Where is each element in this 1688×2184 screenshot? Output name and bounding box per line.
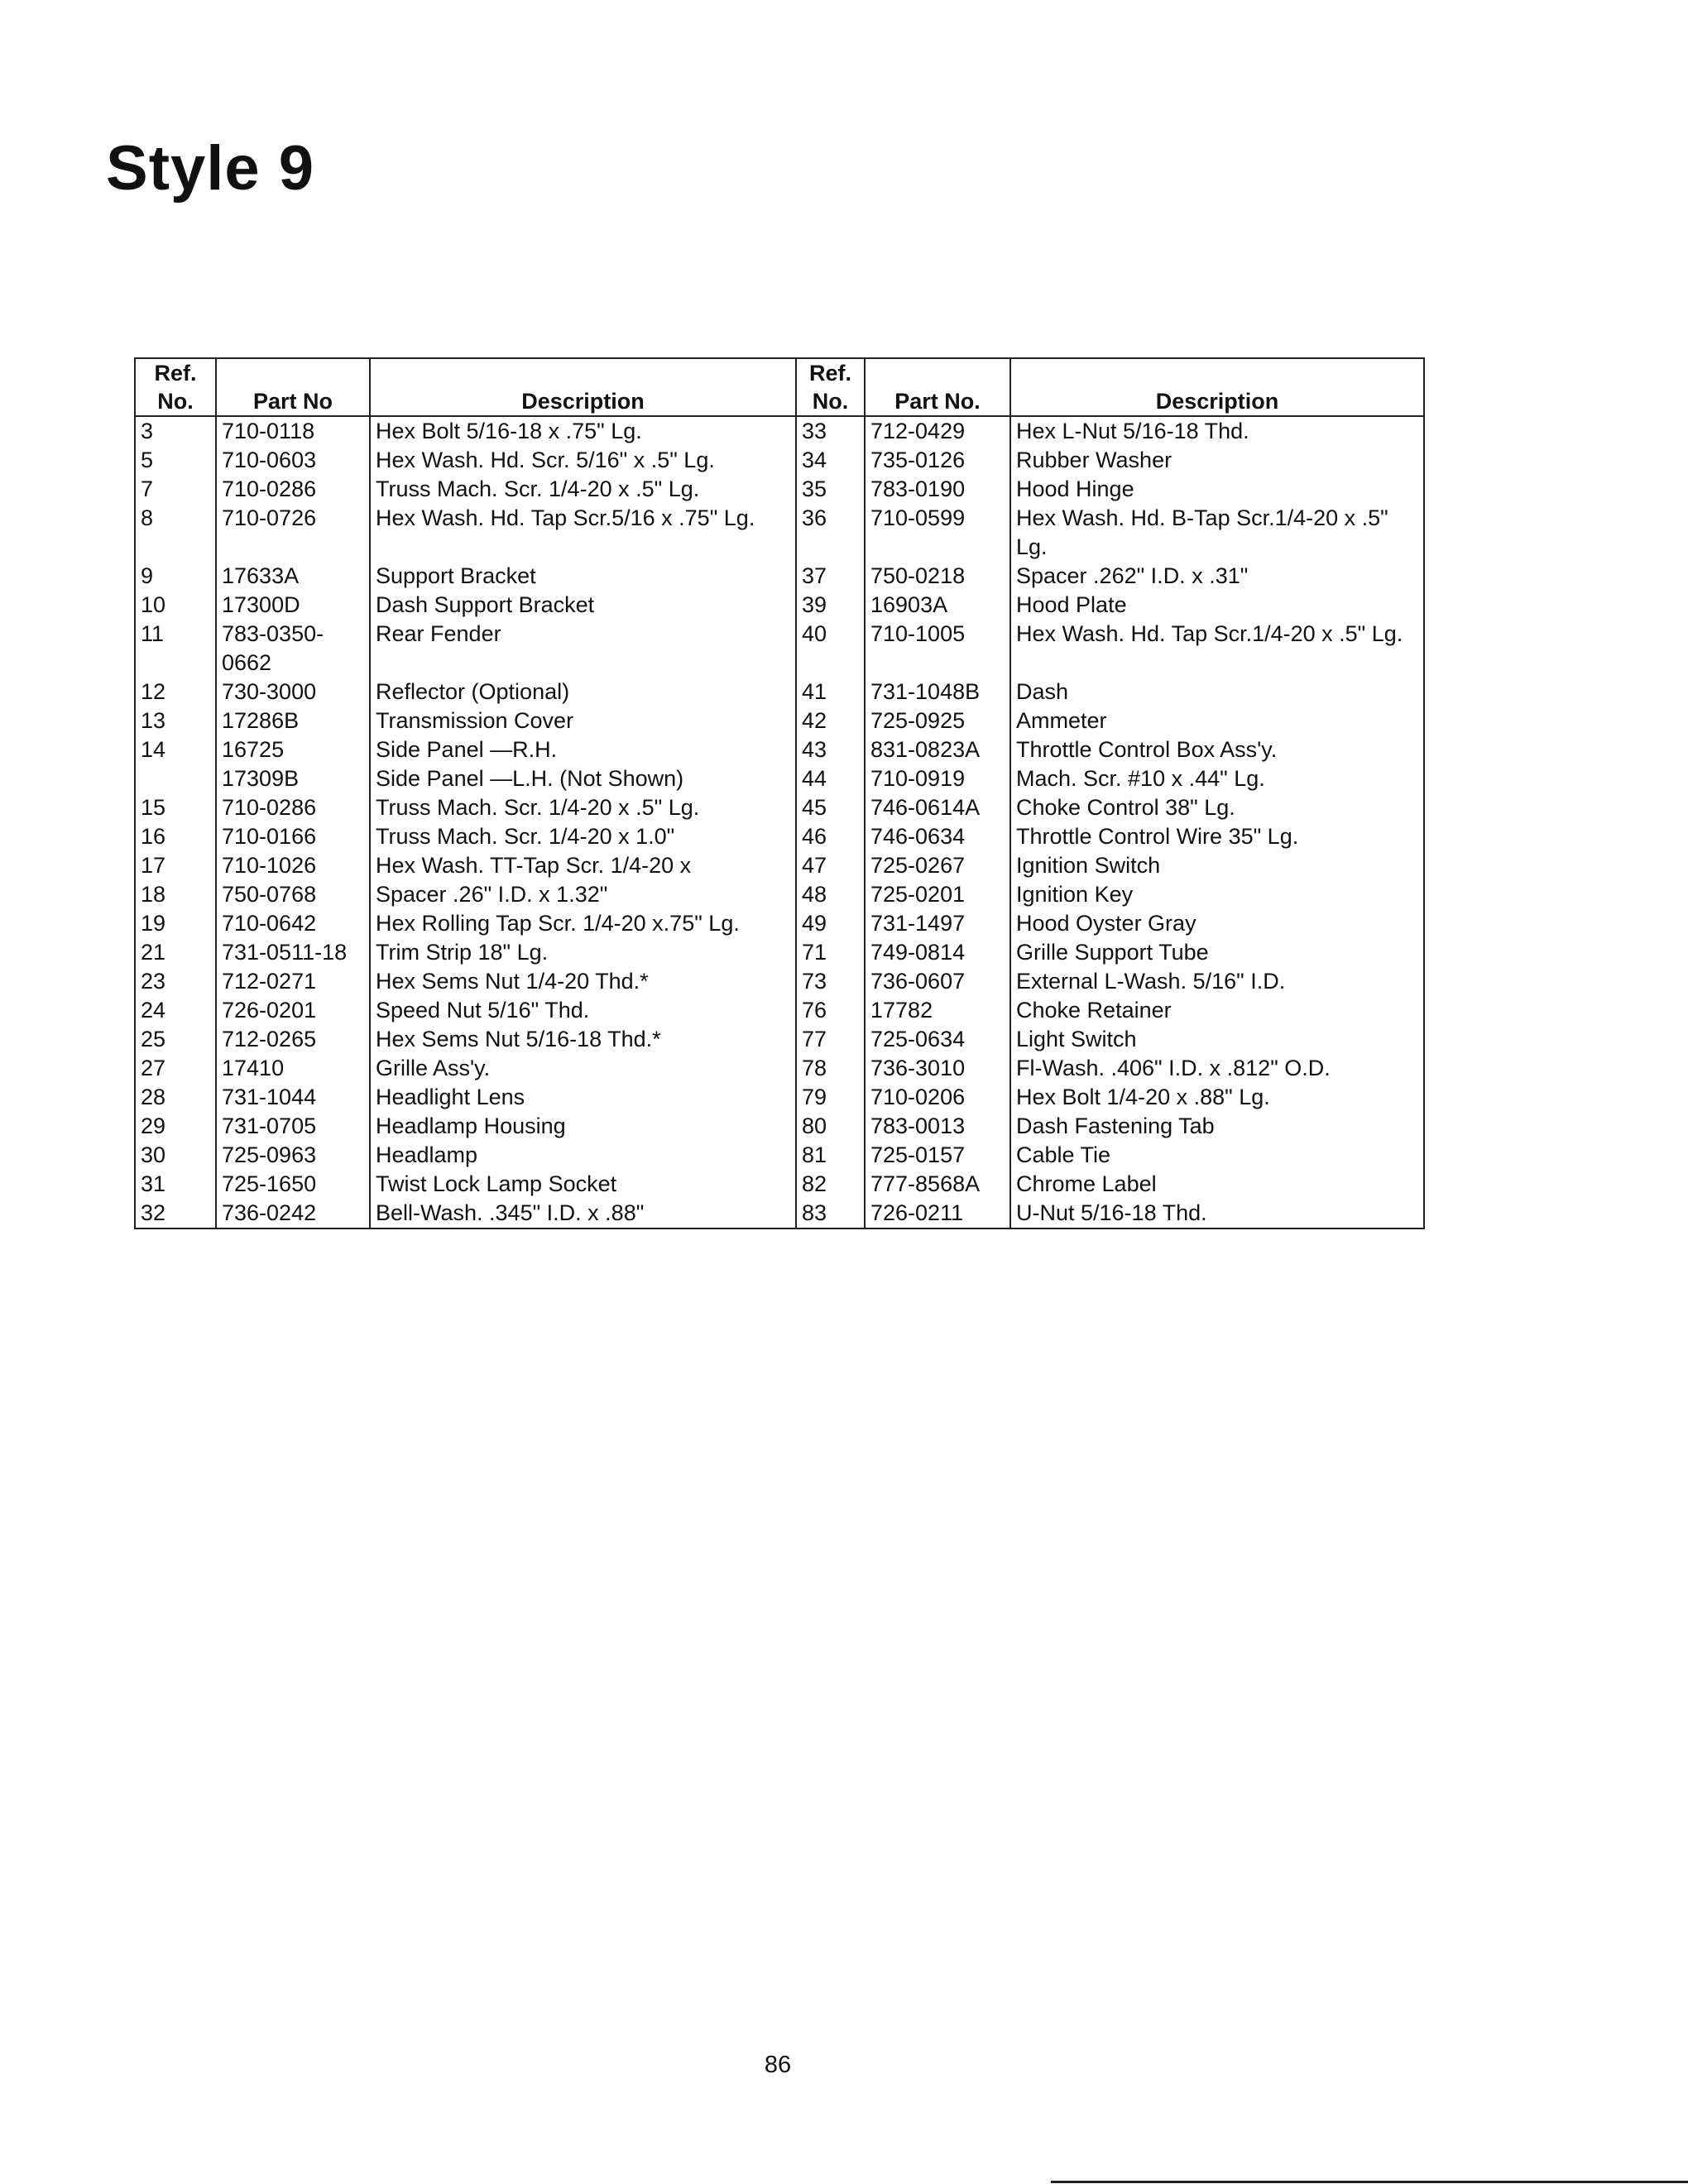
parts-table — [134, 357, 1425, 1229]
table-row — [135, 475, 1424, 504]
table-cell: 749-0814 — [865, 938, 1010, 967]
table-row — [135, 1112, 1424, 1141]
table-cell: 726-0211 — [865, 1199, 1010, 1228]
table-cell: 27 — [135, 1054, 216, 1083]
table-cell: Fl-Wash. .406" I.D. x .812" O.D. — [1010, 1054, 1424, 1083]
table-cell: 725-0634 — [865, 1025, 1010, 1054]
table-cell: 44 — [796, 764, 865, 793]
table-cell: 21 — [135, 938, 216, 967]
table-cell: 731-1044 — [216, 1083, 370, 1112]
table-cell: 710-1005 — [865, 620, 1010, 678]
table-cell: Cable Tie — [1010, 1141, 1424, 1170]
table-cell: 31 — [135, 1170, 216, 1199]
table-cell: 710-0603 — [216, 446, 370, 475]
table-cell: 710-0919 — [865, 764, 1010, 793]
table-cell: 710-0166 — [216, 822, 370, 851]
table-row — [135, 678, 1424, 706]
table-cell: 32 — [135, 1199, 216, 1228]
table-cell: 35 — [796, 475, 865, 504]
page-title: Style 9 — [106, 133, 315, 204]
table-cell: 34 — [796, 446, 865, 475]
table-cell: 78 — [796, 1054, 865, 1083]
table-cell: Hex Wash. Hd. Tap Scr.1/4-20 x .5" Lg. — [1010, 620, 1424, 678]
table-cell: 710-1026 — [216, 851, 370, 880]
table-cell: 45 — [796, 793, 865, 822]
table-cell: 49 — [796, 909, 865, 938]
table-row — [135, 1199, 1424, 1228]
table-cell: 10 — [135, 591, 216, 620]
table-cell: 736-3010 — [865, 1054, 1010, 1083]
table-row — [135, 416, 1424, 446]
table-cell: Bell-Wash. .345" I.D. x .88" — [370, 1199, 796, 1228]
table-cell: 9 — [135, 562, 216, 591]
table-cell: 48 — [796, 880, 865, 909]
table-cell: 25 — [135, 1025, 216, 1054]
table-cell: 725-1650 — [216, 1170, 370, 1199]
table-cell: Chrome Label — [1010, 1170, 1424, 1199]
column-header: Description — [370, 358, 796, 416]
table-cell: Headlight Lens — [370, 1083, 796, 1112]
page-number: 86 — [764, 2052, 792, 2078]
table-cell: 710-0726 — [216, 504, 370, 562]
table-row — [135, 706, 1424, 735]
table-cell: 7 — [135, 475, 216, 504]
table-cell: 16 — [135, 822, 216, 851]
table-cell: Rear Fender — [370, 620, 796, 678]
column-header: Part No. — [865, 358, 1010, 416]
table-cell: 19 — [135, 909, 216, 938]
table-cell: 725-0267 — [865, 851, 1010, 880]
table-cell: Ignition Switch — [1010, 851, 1424, 880]
table-cell: Hex Rolling Tap Scr. 1/4-20 x.75" Lg. — [370, 909, 796, 938]
table-cell: Choke Retainer — [1010, 996, 1424, 1025]
table-cell: 710-0286 — [216, 475, 370, 504]
table-cell: Trim Strip 18" Lg. — [370, 938, 796, 967]
table-cell: Hood Hinge — [1010, 475, 1424, 504]
table-cell: 710-0599 — [865, 504, 1010, 562]
footer-rule — [1051, 2181, 1688, 2183]
table-cell: 783-0350-0662 — [216, 620, 370, 678]
table-row — [135, 967, 1424, 996]
table-cell: Hex Wash. Hd. B-Tap Scr.1/4-20 x .5" Lg. — [1010, 504, 1424, 562]
table-cell: Transmission Cover — [370, 706, 796, 735]
table-cell: 725-0157 — [865, 1141, 1010, 1170]
table-cell: 39 — [796, 591, 865, 620]
table-cell: 731-0705 — [216, 1112, 370, 1141]
table-cell: Throttle Control Wire 35" Lg. — [1010, 822, 1424, 851]
table-cell: Reflector (Optional) — [370, 678, 796, 706]
table-cell: Dash Fastening Tab — [1010, 1112, 1424, 1141]
table-cell: Mach. Scr. #10 x .44" Lg. — [1010, 764, 1424, 793]
table-cell: 17 — [135, 851, 216, 880]
table-body — [135, 416, 1424, 1228]
table-cell: Side Panel —L.H. (Not Shown) — [370, 764, 796, 793]
table-cell: 731-0511-18 — [216, 938, 370, 967]
table-cell: Dash Support Bracket — [370, 591, 796, 620]
table-cell: 40 — [796, 620, 865, 678]
table-cell: 750-0768 — [216, 880, 370, 909]
table-row — [135, 1025, 1424, 1054]
table-row — [135, 764, 1424, 793]
column-header: Ref. No. — [796, 358, 865, 416]
table-row — [135, 938, 1424, 967]
table-cell — [135, 764, 216, 793]
table-row — [135, 1083, 1424, 1112]
table-row — [135, 1141, 1424, 1170]
table-cell: 82 — [796, 1170, 865, 1199]
table-cell: 47 — [796, 851, 865, 880]
table-row — [135, 1170, 1424, 1199]
table-cell: 14 — [135, 735, 216, 764]
table-cell: Support Bracket — [370, 562, 796, 591]
table-cell: 712-0429 — [865, 416, 1010, 446]
table-row — [135, 793, 1424, 822]
table-row — [135, 880, 1424, 909]
table-cell: Hex Wash. Hd. Scr. 5/16" x .5" Lg. — [370, 446, 796, 475]
table-cell: 29 — [135, 1112, 216, 1141]
table-cell: Hex Wash. Hd. Tap Scr.5/16 x .75" Lg. — [370, 504, 796, 562]
table-cell: 17286B — [216, 706, 370, 735]
table-cell: Headlamp Housing — [370, 1112, 796, 1141]
table-cell: 83 — [796, 1199, 865, 1228]
table-cell: 17309B — [216, 764, 370, 793]
table-cell: Twist Lock Lamp Socket — [370, 1170, 796, 1199]
table-cell: 712-0265 — [216, 1025, 370, 1054]
table-cell: 28 — [135, 1083, 216, 1112]
table-cell: 43 — [796, 735, 865, 764]
table-cell: 16903A — [865, 591, 1010, 620]
table-cell: 37 — [796, 562, 865, 591]
table-cell: 77 — [796, 1025, 865, 1054]
table-cell: 725-0925 — [865, 706, 1010, 735]
table-cell: 24 — [135, 996, 216, 1025]
table-cell: Throttle Control Box Ass'y. — [1010, 735, 1424, 764]
table-cell: 30 — [135, 1141, 216, 1170]
table-cell: 80 — [796, 1112, 865, 1141]
table-cell: 18 — [135, 880, 216, 909]
table-cell: 16725 — [216, 735, 370, 764]
table-cell: Choke Control 38" Lg. — [1010, 793, 1424, 822]
table-cell: Hex Bolt 5/16-18 x .75" Lg. — [370, 416, 796, 446]
table-cell: 726-0201 — [216, 996, 370, 1025]
table-cell: Truss Mach. Scr. 1/4-20 x 1.0" — [370, 822, 796, 851]
table-cell: 15 — [135, 793, 216, 822]
table-cell: 11 — [135, 620, 216, 678]
table-cell: 730-3000 — [216, 678, 370, 706]
table-cell: 17410 — [216, 1054, 370, 1083]
table-header-row — [135, 358, 1424, 416]
table-cell: Spacer .262" I.D. x .31" — [1010, 562, 1424, 591]
table-cell: 17633A — [216, 562, 370, 591]
table-cell: 712-0271 — [216, 967, 370, 996]
table-cell: 17782 — [865, 996, 1010, 1025]
column-header: Description — [1010, 358, 1424, 416]
table-cell: Light Switch — [1010, 1025, 1424, 1054]
table-cell: Spacer .26" I.D. x 1.32" — [370, 880, 796, 909]
table-cell: 735-0126 — [865, 446, 1010, 475]
table-row — [135, 822, 1424, 851]
table-row — [135, 909, 1424, 938]
table-cell: Side Panel —R.H. — [370, 735, 796, 764]
table-cell: 746-0634 — [865, 822, 1010, 851]
table-cell: 12 — [135, 678, 216, 706]
table-cell: 36 — [796, 504, 865, 562]
table-cell: 710-0206 — [865, 1083, 1010, 1112]
table-cell: 13 — [135, 706, 216, 735]
table-cell: Hex Sems Nut 1/4-20 Thd.* — [370, 967, 796, 996]
table-cell: 5 — [135, 446, 216, 475]
table-row — [135, 1054, 1424, 1083]
table-cell: Hood Plate — [1010, 591, 1424, 620]
table-cell: Speed Nut 5/16" Thd. — [370, 996, 796, 1025]
table-cell: 3 — [135, 416, 216, 446]
table-cell: 42 — [796, 706, 865, 735]
table-row — [135, 562, 1424, 591]
table-cell: Dash — [1010, 678, 1424, 706]
table-cell: 81 — [796, 1141, 865, 1170]
table-cell: 725-0963 — [216, 1141, 370, 1170]
table-cell: Headlamp — [370, 1141, 796, 1170]
table-cell: U-Nut 5/16-18 Thd. — [1010, 1199, 1424, 1228]
table-cell: Truss Mach. Scr. 1/4-20 x .5" Lg. — [370, 475, 796, 504]
table-cell: External L-Wash. 5/16" I.D. — [1010, 967, 1424, 996]
table-cell: 73 — [796, 967, 865, 996]
table-row — [135, 504, 1424, 562]
table-row — [135, 851, 1424, 880]
table-cell: 731-1048B — [865, 678, 1010, 706]
table-cell: 777-8568A — [865, 1170, 1010, 1199]
table-cell: 8 — [135, 504, 216, 562]
table-row — [135, 591, 1424, 620]
table-cell: 750-0218 — [865, 562, 1010, 591]
table-cell: 710-0118 — [216, 416, 370, 446]
table-cell: 79 — [796, 1083, 865, 1112]
table-cell: 783-0190 — [865, 475, 1010, 504]
table-cell: 33 — [796, 416, 865, 446]
table-cell: Ignition Key — [1010, 880, 1424, 909]
table-cell: 736-0607 — [865, 967, 1010, 996]
table-cell: Rubber Washer — [1010, 446, 1424, 475]
table-cell: Hex Bolt 1/4-20 x .88" Lg. — [1010, 1083, 1424, 1112]
table-cell: Hex Wash. TT-Tap Scr. 1/4-20 x — [370, 851, 796, 880]
table-cell: Truss Mach. Scr. 1/4-20 x .5" Lg. — [370, 793, 796, 822]
table-row — [135, 735, 1424, 764]
table-cell: 783-0013 — [865, 1112, 1010, 1141]
table-cell: 831-0823A — [865, 735, 1010, 764]
table-cell: Grille Ass'y. — [370, 1054, 796, 1083]
table-cell: Grille Support Tube — [1010, 938, 1424, 967]
table-cell: 23 — [135, 967, 216, 996]
table-row — [135, 996, 1424, 1025]
table-cell: 731-1497 — [865, 909, 1010, 938]
table-cell: Ammeter — [1010, 706, 1424, 735]
table-cell: 746-0614A — [865, 793, 1010, 822]
table-cell: 736-0242 — [216, 1199, 370, 1228]
table-cell: Hex Sems Nut 5/16-18 Thd.* — [370, 1025, 796, 1054]
table-cell: Hood Oyster Gray — [1010, 909, 1424, 938]
column-header: Ref. No. — [135, 358, 216, 416]
table-cell: 71 — [796, 938, 865, 967]
table-cell: 725-0201 — [865, 880, 1010, 909]
table-row — [135, 620, 1424, 678]
table-cell: 41 — [796, 678, 865, 706]
table-cell: 17300D — [216, 591, 370, 620]
table-cell: 76 — [796, 996, 865, 1025]
table-cell: 46 — [796, 822, 865, 851]
table-row — [135, 446, 1424, 475]
table-cell: 710-0642 — [216, 909, 370, 938]
column-header: Part No — [216, 358, 370, 416]
table-cell: Hex L-Nut 5/16-18 Thd. — [1010, 416, 1424, 446]
table-cell: 710-0286 — [216, 793, 370, 822]
